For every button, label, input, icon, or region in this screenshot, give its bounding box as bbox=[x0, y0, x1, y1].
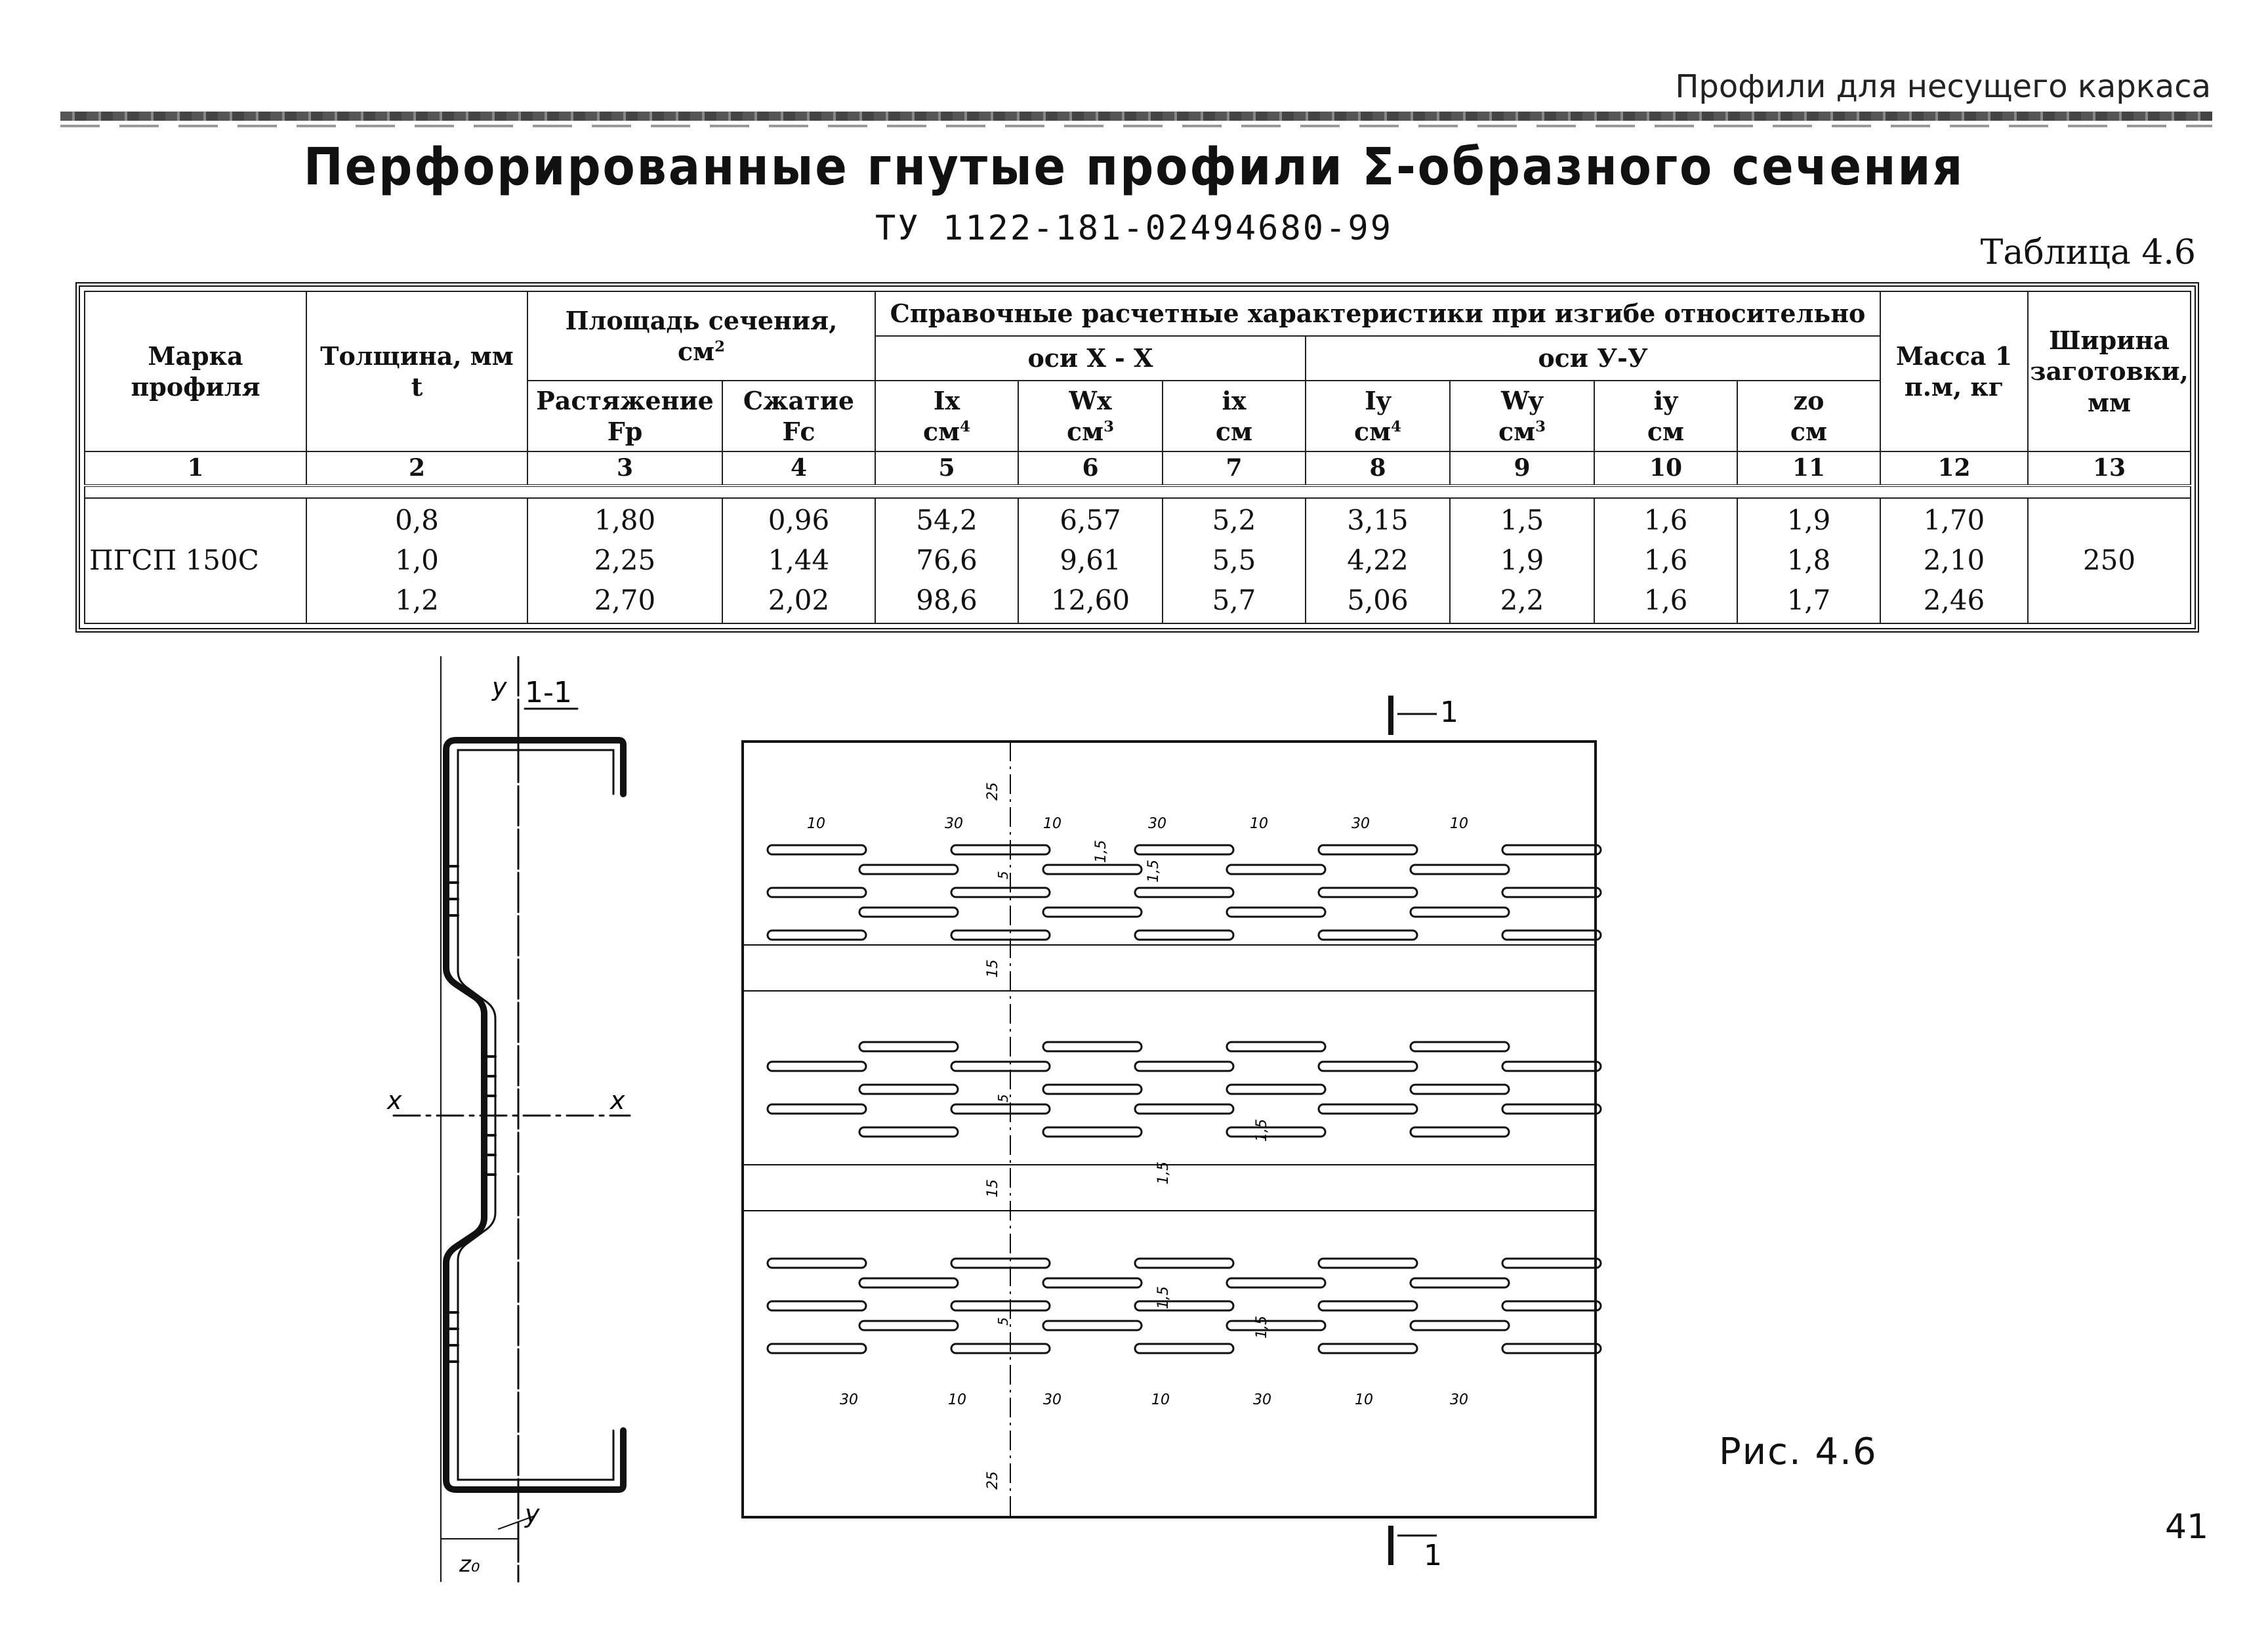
dimension-label: 10 bbox=[1250, 816, 1268, 832]
perforation-slot bbox=[859, 1127, 958, 1137]
cell-tension bbox=[527, 498, 722, 623]
axis-label-y: y bbox=[525, 1499, 540, 1528]
table-value: 5,5 bbox=[1212, 544, 1256, 577]
dimension-label: 30 bbox=[1148, 816, 1166, 832]
header-width: Ширина заготовки, мм bbox=[2028, 291, 2191, 451]
dimension-label: 15 bbox=[985, 1179, 1001, 1198]
cell-compression bbox=[722, 498, 875, 623]
header-iy bbox=[1306, 381, 1450, 451]
header-wx-label: Wx bbox=[1069, 385, 1112, 415]
perforation-slot bbox=[951, 888, 1050, 897]
perforation-slot bbox=[1319, 845, 1417, 854]
header-ix bbox=[875, 381, 1018, 451]
header-wx bbox=[1018, 381, 1163, 451]
perforation-slot bbox=[951, 931, 1050, 940]
perforation-slot bbox=[1043, 908, 1142, 917]
perforation-slot bbox=[859, 1042, 958, 1051]
table-value: 1,6 bbox=[1643, 504, 1688, 537]
perforation-slot bbox=[1502, 1104, 1601, 1114]
header-ix-unit: см bbox=[922, 417, 960, 446]
table-value: 2,25 bbox=[594, 544, 656, 577]
cell-wx bbox=[1018, 498, 1163, 623]
perforation-slot bbox=[951, 1062, 1050, 1071]
col-number: 9 bbox=[1450, 451, 1594, 486]
dimension-label: 1,5 bbox=[1155, 1161, 1172, 1184]
header-tension-label: Растяжение bbox=[536, 385, 714, 415]
dimension-label: 5 bbox=[995, 871, 1011, 879]
slot-group bbox=[768, 845, 1601, 1353]
header-thickness-label: Толщина, мм bbox=[320, 341, 514, 371]
perforation-slot bbox=[1319, 1104, 1417, 1114]
header-ix-exp: 4 bbox=[960, 418, 971, 436]
col-number: 11 bbox=[1737, 451, 1880, 486]
perforation-slot bbox=[1227, 865, 1325, 874]
axis-label-x: x bbox=[610, 1086, 625, 1115]
perforation-slot bbox=[1135, 1344, 1233, 1353]
table-value: 2,10 bbox=[1923, 544, 1985, 577]
header-wy bbox=[1450, 381, 1594, 451]
dimension-label: 30 bbox=[1253, 1392, 1271, 1408]
perforation-slot bbox=[1043, 1321, 1142, 1330]
perforation-slot bbox=[859, 1321, 958, 1330]
perforation-slot bbox=[768, 1344, 866, 1353]
table-value: 1,9 bbox=[1500, 544, 1544, 577]
perforation-slot bbox=[1135, 1104, 1233, 1114]
header-rx bbox=[1163, 381, 1306, 451]
header-tension-symbol: Fp bbox=[607, 417, 643, 446]
cut-label-top: 1 bbox=[1440, 696, 1458, 729]
cell-thickness bbox=[306, 498, 527, 623]
perforation-slot bbox=[951, 1259, 1050, 1268]
table-value: 1,44 bbox=[768, 544, 830, 577]
header-rule-dashed bbox=[60, 125, 2212, 127]
table-value: 0,96 bbox=[768, 504, 830, 537]
perforation-slot bbox=[1043, 1127, 1142, 1137]
perforation-slot bbox=[1227, 1042, 1325, 1051]
header-ry-label: iy bbox=[1653, 385, 1678, 415]
z0-label: z₀ bbox=[459, 1551, 480, 1578]
perforation-slot bbox=[1411, 1042, 1509, 1051]
profile-table bbox=[84, 291, 2191, 624]
perforation-slot bbox=[1135, 1062, 1233, 1071]
table-value: 1,0 bbox=[395, 544, 439, 577]
perforation-ticks bbox=[446, 866, 495, 1362]
perforation-slot bbox=[1043, 1042, 1142, 1051]
header-wy-unit: см bbox=[1498, 417, 1536, 446]
header-compression bbox=[722, 381, 875, 451]
perforation-slot bbox=[1043, 1085, 1142, 1094]
perforation-slot bbox=[1135, 1301, 1233, 1310]
perforation-slot bbox=[1502, 1301, 1601, 1310]
axis-label-y: y bbox=[492, 673, 507, 701]
header-rx-label: ix bbox=[1222, 385, 1247, 415]
header-iy-exp: 4 bbox=[1391, 418, 1402, 436]
header-iy-unit: см bbox=[1353, 417, 1392, 446]
cell-width: 250 bbox=[2028, 498, 2191, 623]
col-number: 7 bbox=[1163, 451, 1306, 486]
dimension-label: 30 bbox=[840, 1392, 858, 1408]
table-value: 1,70 bbox=[1923, 504, 1985, 537]
perforation-slot bbox=[768, 845, 866, 854]
perforation-slot bbox=[1319, 1259, 1417, 1268]
table-value: 0,8 bbox=[395, 504, 439, 537]
table-value: 1,6 bbox=[1643, 583, 1688, 616]
table-value: 1,6 bbox=[1643, 544, 1688, 577]
header-ix-label: Ix bbox=[933, 385, 960, 415]
perforation-slot bbox=[768, 1301, 866, 1310]
dimension-label: 1,5 bbox=[1155, 1286, 1172, 1309]
page-number: 41 bbox=[2165, 1507, 2209, 1547]
dimension-label: 1,5 bbox=[1145, 860, 1162, 883]
col-number: 2 bbox=[306, 451, 527, 486]
dimension-label: 30 bbox=[1043, 1392, 1062, 1408]
dimension-label: 10 bbox=[1151, 1392, 1170, 1408]
perforation-slot bbox=[1227, 1278, 1325, 1287]
table-value: 1,7 bbox=[1786, 583, 1831, 616]
table-value: 54,2 bbox=[916, 504, 978, 537]
page-title: Перфорированные гнутые профили Σ-образного сечения bbox=[303, 138, 1965, 197]
perforated-plate-drawing bbox=[709, 682, 1640, 1588]
perforation-slot bbox=[1411, 1085, 1509, 1094]
perforation-slot bbox=[859, 908, 958, 917]
section-drawing bbox=[367, 656, 709, 1588]
cell-wy bbox=[1450, 498, 1594, 623]
col-number: 8 bbox=[1306, 451, 1450, 486]
profile-table-frame bbox=[75, 282, 2199, 633]
perforation-slot bbox=[1319, 931, 1417, 940]
table-value: 1,5 bbox=[1500, 504, 1544, 537]
dimension-label: 1,5 bbox=[1093, 840, 1109, 863]
running-header: Профили для несущего каркаса bbox=[1675, 68, 2211, 105]
col-number: 3 bbox=[527, 451, 722, 486]
dimension-label: 10 bbox=[807, 816, 825, 832]
dimension-label: 25 bbox=[985, 1471, 1001, 1490]
header-wx-exp: 3 bbox=[1103, 418, 1115, 436]
perforation-slot bbox=[1043, 1278, 1142, 1287]
perforation-slot bbox=[951, 1301, 1050, 1310]
perforation-slot bbox=[1411, 908, 1509, 917]
dimension-label: 1,5 bbox=[1254, 1119, 1270, 1142]
table-value: 1,9 bbox=[1786, 504, 1831, 537]
header-area-exp: 2 bbox=[714, 338, 726, 356]
cell-rx bbox=[1163, 498, 1306, 623]
table-value: 5,06 bbox=[1347, 583, 1409, 616]
table-value: 12,60 bbox=[1050, 583, 1130, 616]
perforation-slot bbox=[1135, 1259, 1233, 1268]
perforation-slot bbox=[1502, 1062, 1601, 1071]
header-wy-label: Wy bbox=[1501, 385, 1543, 415]
section-label: 1-1 bbox=[525, 676, 572, 709]
perforation-slot bbox=[768, 931, 866, 940]
table-value: 3,15 bbox=[1347, 504, 1409, 537]
perforation-slot bbox=[1227, 908, 1325, 917]
table-value: 1,8 bbox=[1786, 544, 1831, 577]
perforation-slot bbox=[859, 1278, 958, 1287]
perforation-slot bbox=[1135, 931, 1233, 940]
spec-code: ТУ 1122-181-02494680-99 bbox=[875, 209, 1393, 248]
dimension-label: 5 bbox=[995, 1094, 1011, 1102]
header-tension bbox=[527, 381, 722, 451]
col-number: 4 bbox=[722, 451, 875, 486]
header-ry bbox=[1594, 381, 1737, 451]
dimension-label: 30 bbox=[945, 816, 963, 832]
header-compression-symbol: Fc bbox=[782, 417, 815, 446]
perforation-slot bbox=[859, 1085, 958, 1094]
header-wy-exp: 3 bbox=[1535, 418, 1546, 436]
perforation-slot bbox=[1502, 1259, 1601, 1268]
cut-label-bottom: 1 bbox=[1424, 1539, 1442, 1572]
header-reference: Справочные расчетные характеристики при изгибе относительно bbox=[875, 291, 1880, 336]
header-rule bbox=[60, 112, 2212, 121]
table-value: 98,6 bbox=[916, 583, 978, 616]
axis-label-x: x bbox=[387, 1086, 402, 1115]
col-number: 10 bbox=[1594, 451, 1737, 486]
header-zo-label: zo bbox=[1793, 385, 1825, 415]
table-value: 1,80 bbox=[594, 504, 656, 537]
perforation-slot bbox=[951, 845, 1050, 854]
dimension-label: 5 bbox=[995, 1317, 1011, 1326]
header-axis-x: оси X - X bbox=[875, 336, 1306, 381]
perforation-slot bbox=[1411, 1278, 1509, 1287]
dimension-label: 10 bbox=[1355, 1392, 1373, 1408]
perforation-slot bbox=[768, 888, 866, 897]
perforation-slot bbox=[1227, 1127, 1325, 1137]
dimension-label: 15 bbox=[985, 959, 1001, 978]
cell-ix bbox=[875, 498, 1018, 623]
dimension-label: 10 bbox=[1043, 816, 1062, 832]
header-zo-unit: см bbox=[1790, 417, 1828, 446]
cell-iy bbox=[1306, 498, 1450, 623]
col-number: 5 bbox=[875, 451, 1018, 486]
table-value: 76,6 bbox=[916, 544, 978, 577]
perforation-slot bbox=[1411, 1321, 1509, 1330]
perforation-slot bbox=[1043, 865, 1142, 874]
header-area-label: Площадь сечения, bbox=[565, 305, 838, 335]
header-ry-unit: см bbox=[1647, 417, 1685, 446]
perforation-slot bbox=[1319, 888, 1417, 897]
dimension-label: 10 bbox=[948, 1392, 966, 1408]
perforation-slot bbox=[1502, 845, 1601, 854]
header-thickness bbox=[306, 291, 527, 451]
perforation-slot bbox=[859, 865, 958, 874]
perforation-slot bbox=[951, 1344, 1050, 1353]
header-area bbox=[527, 291, 875, 381]
col-number: 6 bbox=[1018, 451, 1163, 486]
header-mass: Масса 1 п.м, кг bbox=[1880, 291, 2028, 451]
header-area-unit: см bbox=[677, 337, 715, 366]
cell-ry bbox=[1594, 498, 1737, 623]
table-value: 4,22 bbox=[1347, 544, 1409, 577]
figure-caption: Рис. 4.6 bbox=[1719, 1431, 1878, 1473]
perforation-slot bbox=[1227, 1085, 1325, 1094]
cell-mass bbox=[1880, 498, 2028, 623]
header-thickness-symbol: t bbox=[411, 372, 423, 402]
dimension-label: 30 bbox=[1351, 816, 1370, 832]
perforation-slot bbox=[1135, 888, 1233, 897]
header-zo bbox=[1737, 381, 1880, 451]
perforation-slot bbox=[1319, 1344, 1417, 1353]
perforation-slot bbox=[951, 1104, 1050, 1114]
perforation-slot bbox=[1502, 931, 1601, 940]
col-number: 1 bbox=[85, 451, 306, 486]
table-number: Таблица 4.6 bbox=[1980, 233, 2196, 272]
header-rx-unit: см bbox=[1215, 417, 1253, 446]
perforation-slot bbox=[1502, 1344, 1601, 1353]
perforation-slot bbox=[1319, 1301, 1417, 1310]
perforation-slot bbox=[768, 1259, 866, 1268]
header-mark: Марка профиля bbox=[85, 291, 306, 451]
header-iy-label: Iy bbox=[1365, 385, 1391, 415]
table-value: 5,2 bbox=[1212, 504, 1256, 537]
perforation-slot bbox=[1411, 865, 1509, 874]
table-value: 5,7 bbox=[1212, 583, 1256, 616]
dimension-label: 1,5 bbox=[1254, 1316, 1270, 1339]
table-value: 6,57 bbox=[1060, 504, 1121, 537]
header-axis-y: оси У-У bbox=[1306, 336, 1880, 381]
table-value: 2,2 bbox=[1500, 583, 1544, 616]
col-number: 13 bbox=[2028, 451, 2191, 486]
table-value: 2,02 bbox=[768, 583, 830, 616]
perforation-slot bbox=[1411, 1127, 1509, 1137]
table-value: 2,70 bbox=[594, 583, 656, 616]
table-value: 2,46 bbox=[1923, 583, 1985, 616]
dimension-label: 25 bbox=[985, 782, 1001, 801]
col-number: 12 bbox=[1880, 451, 2028, 486]
dimension-label: 10 bbox=[1450, 816, 1468, 832]
perforation-slot bbox=[768, 1062, 866, 1071]
perforation-slot bbox=[1319, 1062, 1417, 1071]
perforation-slot bbox=[1227, 1321, 1325, 1330]
perforation-slot bbox=[768, 1104, 866, 1114]
perforation-slot bbox=[1502, 888, 1601, 897]
perforation-slot bbox=[1135, 845, 1233, 854]
table-value: 9,61 bbox=[1060, 544, 1121, 577]
header-compression-label: Сжатие bbox=[743, 385, 855, 415]
header-wx-unit: см bbox=[1066, 417, 1104, 446]
cell-mark: ПГСП 150С bbox=[85, 498, 306, 623]
table-value: 1,2 bbox=[395, 583, 439, 616]
dimension-label: 30 bbox=[1450, 1392, 1468, 1408]
cell-zo bbox=[1737, 498, 1880, 623]
